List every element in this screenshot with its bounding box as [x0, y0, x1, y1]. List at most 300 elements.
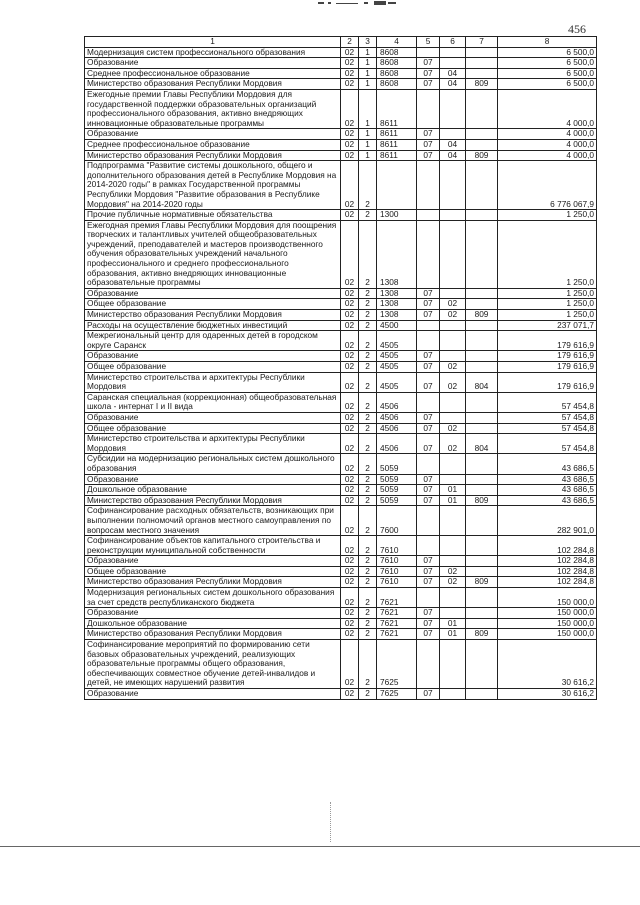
code-section: 07	[417, 362, 440, 373]
row-name: Ежегодная премия Главы Республики Мордовия для поощрения творческих и талантливых учителей общеобразовательных учреждений, преподавателей и мастеров производственного обучения образовательных учреждений начального профессионального и среднего профессионального образования, активно внедряющих инновационные образовательные программы	[85, 220, 341, 288]
table-row	[85, 434, 597, 454]
table-row	[85, 68, 597, 79]
code-subprogram: 2	[359, 299, 377, 310]
code-department: 804	[466, 372, 498, 392]
table-row	[85, 331, 597, 351]
code-target-item: 7610	[377, 566, 417, 577]
code-subprogram: 2	[359, 220, 377, 288]
code-department: 809	[466, 310, 498, 321]
code-target-item: 5059	[377, 454, 417, 474]
code-subsection	[440, 412, 466, 423]
code-section	[417, 331, 440, 351]
row-name: Министерство образования Республики Мордовия	[85, 495, 341, 506]
amount: 57 454,8	[498, 423, 597, 434]
code-section: 07	[417, 629, 440, 640]
row-name: Модернизация региональных систем дошкольного образования за счет средств республиканского бюджета	[85, 588, 341, 608]
code-section: 07	[417, 474, 440, 485]
code-subsection: 02	[440, 299, 466, 310]
code-department	[466, 299, 498, 310]
table-row	[85, 288, 597, 299]
code-department	[466, 331, 498, 351]
code-section: 07	[417, 608, 440, 619]
code-department	[466, 689, 498, 700]
code-section	[417, 536, 440, 556]
code-subprogram: 2	[359, 577, 377, 588]
code-ministry: 02	[341, 129, 359, 140]
row-name: Общее образование	[85, 299, 341, 310]
budget-table	[84, 36, 596, 700]
code-subsection	[440, 474, 466, 485]
code-subprogram: 2	[359, 608, 377, 619]
code-subprogram: 2	[359, 210, 377, 221]
code-section: 07	[417, 566, 440, 577]
code-target-item: 1300	[377, 210, 417, 221]
code-target-item: 7610	[377, 577, 417, 588]
code-ministry: 02	[341, 392, 359, 412]
code-subsection	[440, 689, 466, 700]
table-row	[85, 139, 597, 150]
code-target-item: 5059	[377, 495, 417, 506]
code-section	[417, 392, 440, 412]
code-target-item: 4505	[377, 331, 417, 351]
row-name: Ежегодные премии Главы Республики Мордовия для государственной поддержки образовательных организаций профессионального образования, активно внедряющих инновационные образовательные программы	[85, 89, 341, 128]
code-subprogram: 2	[359, 495, 377, 506]
code-ministry: 02	[341, 412, 359, 423]
row-name: Субсидии на модернизацию региональных систем дошкольного образования	[85, 454, 341, 474]
code-department	[466, 288, 498, 299]
code-subsection: 04	[440, 139, 466, 150]
scan-artifact	[318, 0, 398, 7]
code-subprogram: 1	[359, 129, 377, 140]
row-name: Софинансирование расходных обязательств, возникающих при выполнении полномочий органов местного самоуправления по вопросам местного значения	[85, 506, 341, 536]
code-subsection	[440, 608, 466, 619]
table-row	[85, 129, 597, 140]
code-subprogram: 1	[359, 47, 377, 58]
table-row	[85, 474, 597, 485]
code-subprogram: 2	[359, 640, 377, 689]
code-subprogram: 1	[359, 139, 377, 150]
row-name: Подпрограмма "Развитие системы дошкольного, общего и дополнительного образования детей в Республике Мордовия на 2014-2020 годы" в рамках Государственной программы Республики Мордовия "Развитие образования в Республике Мордовия" на 2014-2020 годы	[85, 161, 341, 210]
code-subprogram: 2	[359, 434, 377, 454]
code-ministry: 02	[341, 299, 359, 310]
row-name: Дошкольное образование	[85, 485, 341, 496]
code-subprogram: 2	[359, 506, 377, 536]
code-section: 07	[417, 485, 440, 496]
column-header-4: 4	[377, 37, 417, 48]
row-name: Образование	[85, 608, 341, 619]
code-department	[466, 506, 498, 536]
code-target-item: 4500	[377, 320, 417, 331]
column-header-8: 8	[498, 37, 597, 48]
code-subsection	[440, 220, 466, 288]
column-header-5: 5	[417, 37, 440, 48]
code-ministry: 02	[341, 423, 359, 434]
code-target-item: 8611	[377, 150, 417, 161]
code-department	[466, 220, 498, 288]
row-name: Саранская специальная (коррекционная) общеобразовательная школа - интернат I и II вида	[85, 392, 341, 412]
code-subsection: 02	[440, 423, 466, 434]
table-row	[85, 618, 597, 629]
code-ministry: 02	[341, 288, 359, 299]
code-ministry: 02	[341, 310, 359, 321]
code-target-item: 8611	[377, 139, 417, 150]
code-subprogram: 2	[359, 556, 377, 567]
code-target-item: 8611	[377, 129, 417, 140]
code-ministry: 02	[341, 577, 359, 588]
code-section	[417, 210, 440, 221]
amount: 6 500,0	[498, 79, 597, 90]
code-subprogram: 2	[359, 618, 377, 629]
amount: 6 500,0	[498, 68, 597, 79]
code-ministry: 02	[341, 58, 359, 69]
code-subprogram: 1	[359, 79, 377, 90]
row-name: Министерство образования Республики Мордовия	[85, 150, 341, 161]
code-subprogram: 2	[359, 392, 377, 412]
code-subsection: 02	[440, 310, 466, 321]
code-department	[466, 89, 498, 128]
amount: 43 686,5	[498, 474, 597, 485]
code-subprogram: 1	[359, 68, 377, 79]
row-name: Образование	[85, 58, 341, 69]
table-row	[85, 495, 597, 506]
code-department	[466, 129, 498, 140]
code-section: 07	[417, 351, 440, 362]
code-ministry: 02	[341, 161, 359, 210]
table-row	[85, 210, 597, 221]
code-section: 07	[417, 58, 440, 69]
code-department	[466, 454, 498, 474]
code-ministry: 02	[341, 485, 359, 496]
row-name: Министерство образования Республики Мордовия	[85, 629, 341, 640]
row-name: Дошкольное образование	[85, 618, 341, 629]
table-row	[85, 608, 597, 619]
table-row	[85, 566, 597, 577]
code-ministry: 02	[341, 68, 359, 79]
code-department	[466, 161, 498, 210]
code-section	[417, 161, 440, 210]
code-department	[466, 68, 498, 79]
code-subsection	[440, 129, 466, 140]
code-section	[417, 640, 440, 689]
amount: 1 250,0	[498, 310, 597, 321]
code-target-item: 1308	[377, 310, 417, 321]
code-subsection	[440, 588, 466, 608]
row-name: Образование	[85, 474, 341, 485]
table-row	[85, 629, 597, 640]
table-row	[85, 47, 597, 58]
amount: 43 686,5	[498, 495, 597, 506]
amount: 4 000,0	[498, 89, 597, 128]
code-target-item: 5059	[377, 474, 417, 485]
amount: 179 616,9	[498, 362, 597, 373]
table-row	[85, 299, 597, 310]
code-subprogram: 2	[359, 351, 377, 362]
code-target-item: 8608	[377, 79, 417, 90]
code-subsection	[440, 320, 466, 331]
code-subprogram: 2	[359, 423, 377, 434]
amount: 102 284,8	[498, 577, 597, 588]
code-subsection: 01	[440, 618, 466, 629]
code-section: 07	[417, 412, 440, 423]
table-row	[85, 320, 597, 331]
code-subprogram: 2	[359, 288, 377, 299]
amount: 4 000,0	[498, 150, 597, 161]
row-name: Расходы на осуществление бюджетных инвестиций	[85, 320, 341, 331]
code-target-item: 1308	[377, 299, 417, 310]
code-target-item: 4505	[377, 362, 417, 373]
code-subprogram: 2	[359, 161, 377, 210]
amount: 4 000,0	[498, 139, 597, 150]
table-row	[85, 58, 597, 69]
table-row	[85, 556, 597, 567]
code-section	[417, 220, 440, 288]
amount: 57 454,8	[498, 392, 597, 412]
code-target-item: 8608	[377, 68, 417, 79]
code-department	[466, 618, 498, 629]
code-subprogram: 2	[359, 372, 377, 392]
code-ministry: 02	[341, 320, 359, 331]
amount: 1 250,0	[498, 299, 597, 310]
code-department	[466, 640, 498, 689]
code-subprogram: 2	[359, 454, 377, 474]
code-target-item: 1308	[377, 288, 417, 299]
amount: 102 284,8	[498, 556, 597, 567]
code-ministry: 02	[341, 608, 359, 619]
code-section: 07	[417, 150, 440, 161]
code-subprogram: 2	[359, 566, 377, 577]
code-target-item: 4506	[377, 423, 417, 434]
code-subsection: 01	[440, 485, 466, 496]
column-header-6: 6	[440, 37, 466, 48]
code-subprogram: 2	[359, 485, 377, 496]
code-subsection	[440, 58, 466, 69]
page-bottom-line	[0, 846, 640, 847]
amount: 179 616,9	[498, 351, 597, 362]
row-name: Модернизация систем профессионального образования	[85, 47, 341, 58]
code-section: 07	[417, 618, 440, 629]
code-section: 07	[417, 577, 440, 588]
amount: 1 250,0	[498, 210, 597, 221]
code-target-item: 4505	[377, 372, 417, 392]
amount: 179 616,9	[498, 331, 597, 351]
amount: 43 686,5	[498, 485, 597, 496]
amount: 6 500,0	[498, 58, 597, 69]
code-subsection	[440, 640, 466, 689]
column-header-3: 3	[359, 37, 377, 48]
column-header-2: 2	[341, 37, 359, 48]
code-section	[417, 454, 440, 474]
amount: 1 250,0	[498, 288, 597, 299]
code-department	[466, 412, 498, 423]
code-subsection: 02	[440, 362, 466, 373]
code-department	[466, 139, 498, 150]
code-section: 07	[417, 556, 440, 567]
amount: 1 250,0	[498, 220, 597, 288]
amount: 30 616,2	[498, 689, 597, 700]
code-ministry: 02	[341, 47, 359, 58]
amount: 57 454,8	[498, 434, 597, 454]
code-section: 07	[417, 79, 440, 90]
code-ministry: 02	[341, 89, 359, 128]
code-subsection	[440, 351, 466, 362]
code-ministry: 02	[341, 150, 359, 161]
code-ministry: 02	[341, 618, 359, 629]
table-row	[85, 536, 597, 556]
code-ministry: 02	[341, 362, 359, 373]
code-department	[466, 556, 498, 567]
code-subsection: 02	[440, 577, 466, 588]
code-section: 07	[417, 689, 440, 700]
code-target-item: 7621	[377, 588, 417, 608]
row-name: Образование	[85, 689, 341, 700]
code-ministry: 02	[341, 474, 359, 485]
table-row	[85, 79, 597, 90]
code-subsection: 01	[440, 629, 466, 640]
table-row	[85, 506, 597, 536]
code-subsection: 04	[440, 79, 466, 90]
amount: 4 000,0	[498, 129, 597, 140]
code-section	[417, 320, 440, 331]
code-ministry: 02	[341, 79, 359, 90]
code-subsection	[440, 47, 466, 58]
column-header-1: 1	[85, 37, 341, 48]
amount: 237 071,7	[498, 320, 597, 331]
code-section: 07	[417, 139, 440, 150]
code-ministry: 02	[341, 454, 359, 474]
margin-dots	[330, 802, 332, 842]
code-ministry: 02	[341, 351, 359, 362]
row-name: Софинансирование объектов капитального строительства и реконструкции муниципальной собственности	[85, 536, 341, 556]
code-target-item: 7600	[377, 506, 417, 536]
code-section: 07	[417, 310, 440, 321]
code-subprogram: 2	[359, 536, 377, 556]
row-name: Прочие публичные нормативные обязательства	[85, 210, 341, 221]
code-department	[466, 392, 498, 412]
table-row	[85, 372, 597, 392]
code-subsection: 02	[440, 566, 466, 577]
table-row	[85, 89, 597, 128]
code-subprogram: 1	[359, 89, 377, 128]
code-target-item	[377, 161, 417, 210]
table-row	[85, 588, 597, 608]
code-department	[466, 47, 498, 58]
code-target-item: 8611	[377, 89, 417, 128]
table-row	[85, 485, 597, 496]
table-header	[85, 37, 597, 48]
code-subsection	[440, 556, 466, 567]
code-subsection	[440, 89, 466, 128]
code-section: 07	[417, 423, 440, 434]
code-ministry: 02	[341, 331, 359, 351]
code-ministry: 02	[341, 640, 359, 689]
code-subprogram: 2	[359, 412, 377, 423]
code-subsection: 02	[440, 372, 466, 392]
code-subprogram: 2	[359, 629, 377, 640]
code-target-item: 4506	[377, 412, 417, 423]
code-subprogram: 2	[359, 689, 377, 700]
code-ministry: 02	[341, 506, 359, 536]
amount: 6 500,0	[498, 47, 597, 58]
code-subprogram: 2	[359, 588, 377, 608]
code-section: 07	[417, 372, 440, 392]
code-target-item: 7621	[377, 608, 417, 619]
code-department	[466, 536, 498, 556]
code-target-item: 7610	[377, 536, 417, 556]
amount: 150 000,0	[498, 588, 597, 608]
amount: 102 284,8	[498, 566, 597, 577]
code-ministry: 02	[341, 588, 359, 608]
code-section	[417, 89, 440, 128]
code-ministry: 02	[341, 210, 359, 221]
row-name: Межрегиональный центр для одаренных детей в городском округе Саранск	[85, 331, 341, 351]
code-ministry: 02	[341, 689, 359, 700]
code-section: 07	[417, 68, 440, 79]
code-subprogram: 1	[359, 58, 377, 69]
code-target-item: 4505	[377, 351, 417, 362]
table-row	[85, 454, 597, 474]
code-department: 809	[466, 79, 498, 90]
code-subsection: 04	[440, 68, 466, 79]
code-department	[466, 362, 498, 373]
amount: 150 000,0	[498, 608, 597, 619]
code-department	[466, 608, 498, 619]
code-department	[466, 474, 498, 485]
code-subprogram: 2	[359, 310, 377, 321]
code-target-item: 4506	[377, 392, 417, 412]
row-name: Софинансирование мероприятий по формированию сети базовых образовательных учреждений, реализующих образовательные программы общего образования, обеспечивающих совместное обучение детей-инвалидов и детей, не имеющих нарушений развития	[85, 640, 341, 689]
row-name: Образование	[85, 129, 341, 140]
code-ministry: 02	[341, 434, 359, 454]
table-row	[85, 220, 597, 288]
row-name: Министерство строительства и архитектуры Республики Мордовия	[85, 434, 341, 454]
table-row	[85, 689, 597, 700]
code-subprogram: 1	[359, 150, 377, 161]
row-name: Среднее профессиональное образование	[85, 68, 341, 79]
row-name: Среднее профессиональное образование	[85, 139, 341, 150]
code-department	[466, 58, 498, 69]
code-department	[466, 423, 498, 434]
row-name: Образование	[85, 288, 341, 299]
table-body	[85, 47, 597, 699]
row-name: Общее образование	[85, 423, 341, 434]
code-section	[417, 47, 440, 58]
code-department	[466, 320, 498, 331]
code-target-item: 1308	[377, 220, 417, 288]
code-department	[466, 588, 498, 608]
code-subprogram: 2	[359, 362, 377, 373]
code-subprogram: 2	[359, 320, 377, 331]
amount: 43 686,5	[498, 454, 597, 474]
code-section: 07	[417, 495, 440, 506]
amount: 150 000,0	[498, 618, 597, 629]
table-row	[85, 640, 597, 689]
page-number: 456	[568, 22, 586, 36]
code-target-item: 5059	[377, 485, 417, 496]
table-row	[85, 423, 597, 434]
code-ministry: 02	[341, 139, 359, 150]
code-subsection: 04	[440, 150, 466, 161]
code-department	[466, 351, 498, 362]
row-name: Общее образование	[85, 566, 341, 577]
code-target-item: 7625	[377, 689, 417, 700]
amount: 102 284,8	[498, 536, 597, 556]
table-row	[85, 412, 597, 423]
code-department: 804	[466, 434, 498, 454]
code-subsection	[440, 210, 466, 221]
code-subsection	[440, 506, 466, 536]
code-section: 07	[417, 434, 440, 454]
code-subsection	[440, 288, 466, 299]
